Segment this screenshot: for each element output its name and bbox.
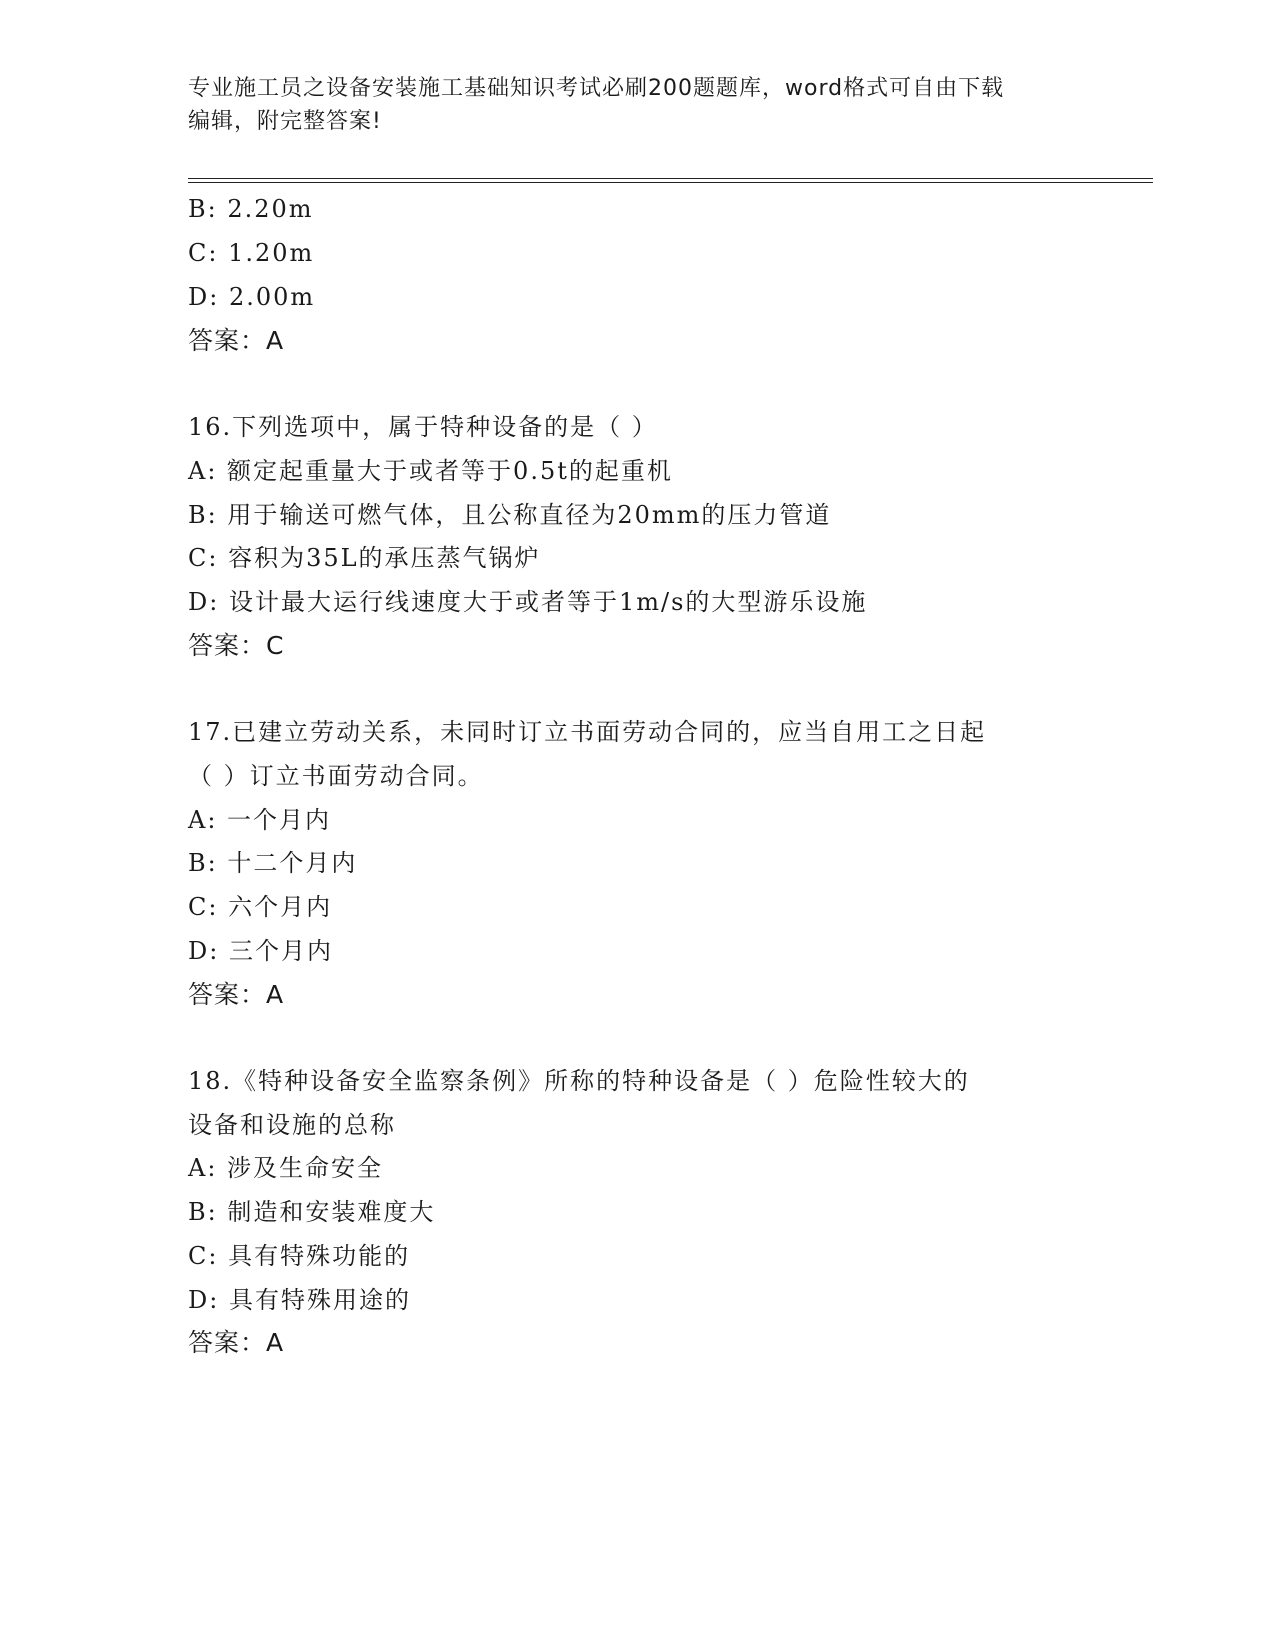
q16-option-b: B: 用于输送可燃气体，且公称直径为20mm的压力管道 (188, 501, 832, 529)
prev-answer: 答案：A (188, 326, 285, 355)
q16-option-c: C: 容积为35L的承压蒸气锅炉 (188, 544, 541, 572)
q18-stem-line-2: 设备和设施的总称 (188, 1111, 396, 1139)
q17-stem-line-1: 17.已建立劳动关系，未同时订立书面劳动合同的，应当自用工之日起 (188, 718, 987, 746)
prev-option-c: C: 1.20m (188, 239, 315, 267)
header-line-1: 专业施工员之设备安装施工基础知识考试必刷200题题库，word格式可自由下载 (188, 76, 1005, 101)
q16-option-a: A: 额定起重量大于或者等于0.5t的起重机 (188, 457, 673, 485)
q17-option-d: D: 三个月内 (188, 937, 333, 965)
q18-option-b: B: 制造和安装难度大 (188, 1198, 436, 1226)
q16-stem: 16.下列选项中，属于特种设备的是（ ） (188, 413, 658, 441)
header-divider (188, 178, 1153, 183)
q18-answer: 答案：A (188, 1328, 285, 1357)
q18-option-c: C: 具有特殊功能的 (188, 1242, 411, 1270)
document-header (188, 72, 1088, 138)
q17-option-c: C: 六个月内 (188, 893, 333, 921)
q17-answer: 答案：A (188, 980, 285, 1009)
prev-option-b: B: 2.20m (188, 195, 314, 223)
header-line-2: 编辑，附完整答案! (188, 109, 382, 134)
q18-option-a: A: 涉及生命安全 (188, 1154, 384, 1182)
q18-stem-line-1: 18.《特种设备安全监察条例》所称的特种设备是（ ）危险性较大的 (188, 1067, 970, 1095)
prev-option-d: D: 2.00m (188, 283, 316, 311)
q17-option-a: A: 一个月内 (188, 806, 332, 834)
q17-stem-line-2: （ ）订立书面劳动合同。 (188, 762, 484, 790)
q16-answer: 答案：C (188, 631, 285, 660)
q18-option-d: D: 具有特殊用途的 (188, 1286, 411, 1314)
q17-option-b: B: 十二个月内 (188, 849, 358, 877)
q16-option-d: D: 设计最大运行线速度大于或者等于1m/s的大型游乐设施 (188, 588, 868, 616)
